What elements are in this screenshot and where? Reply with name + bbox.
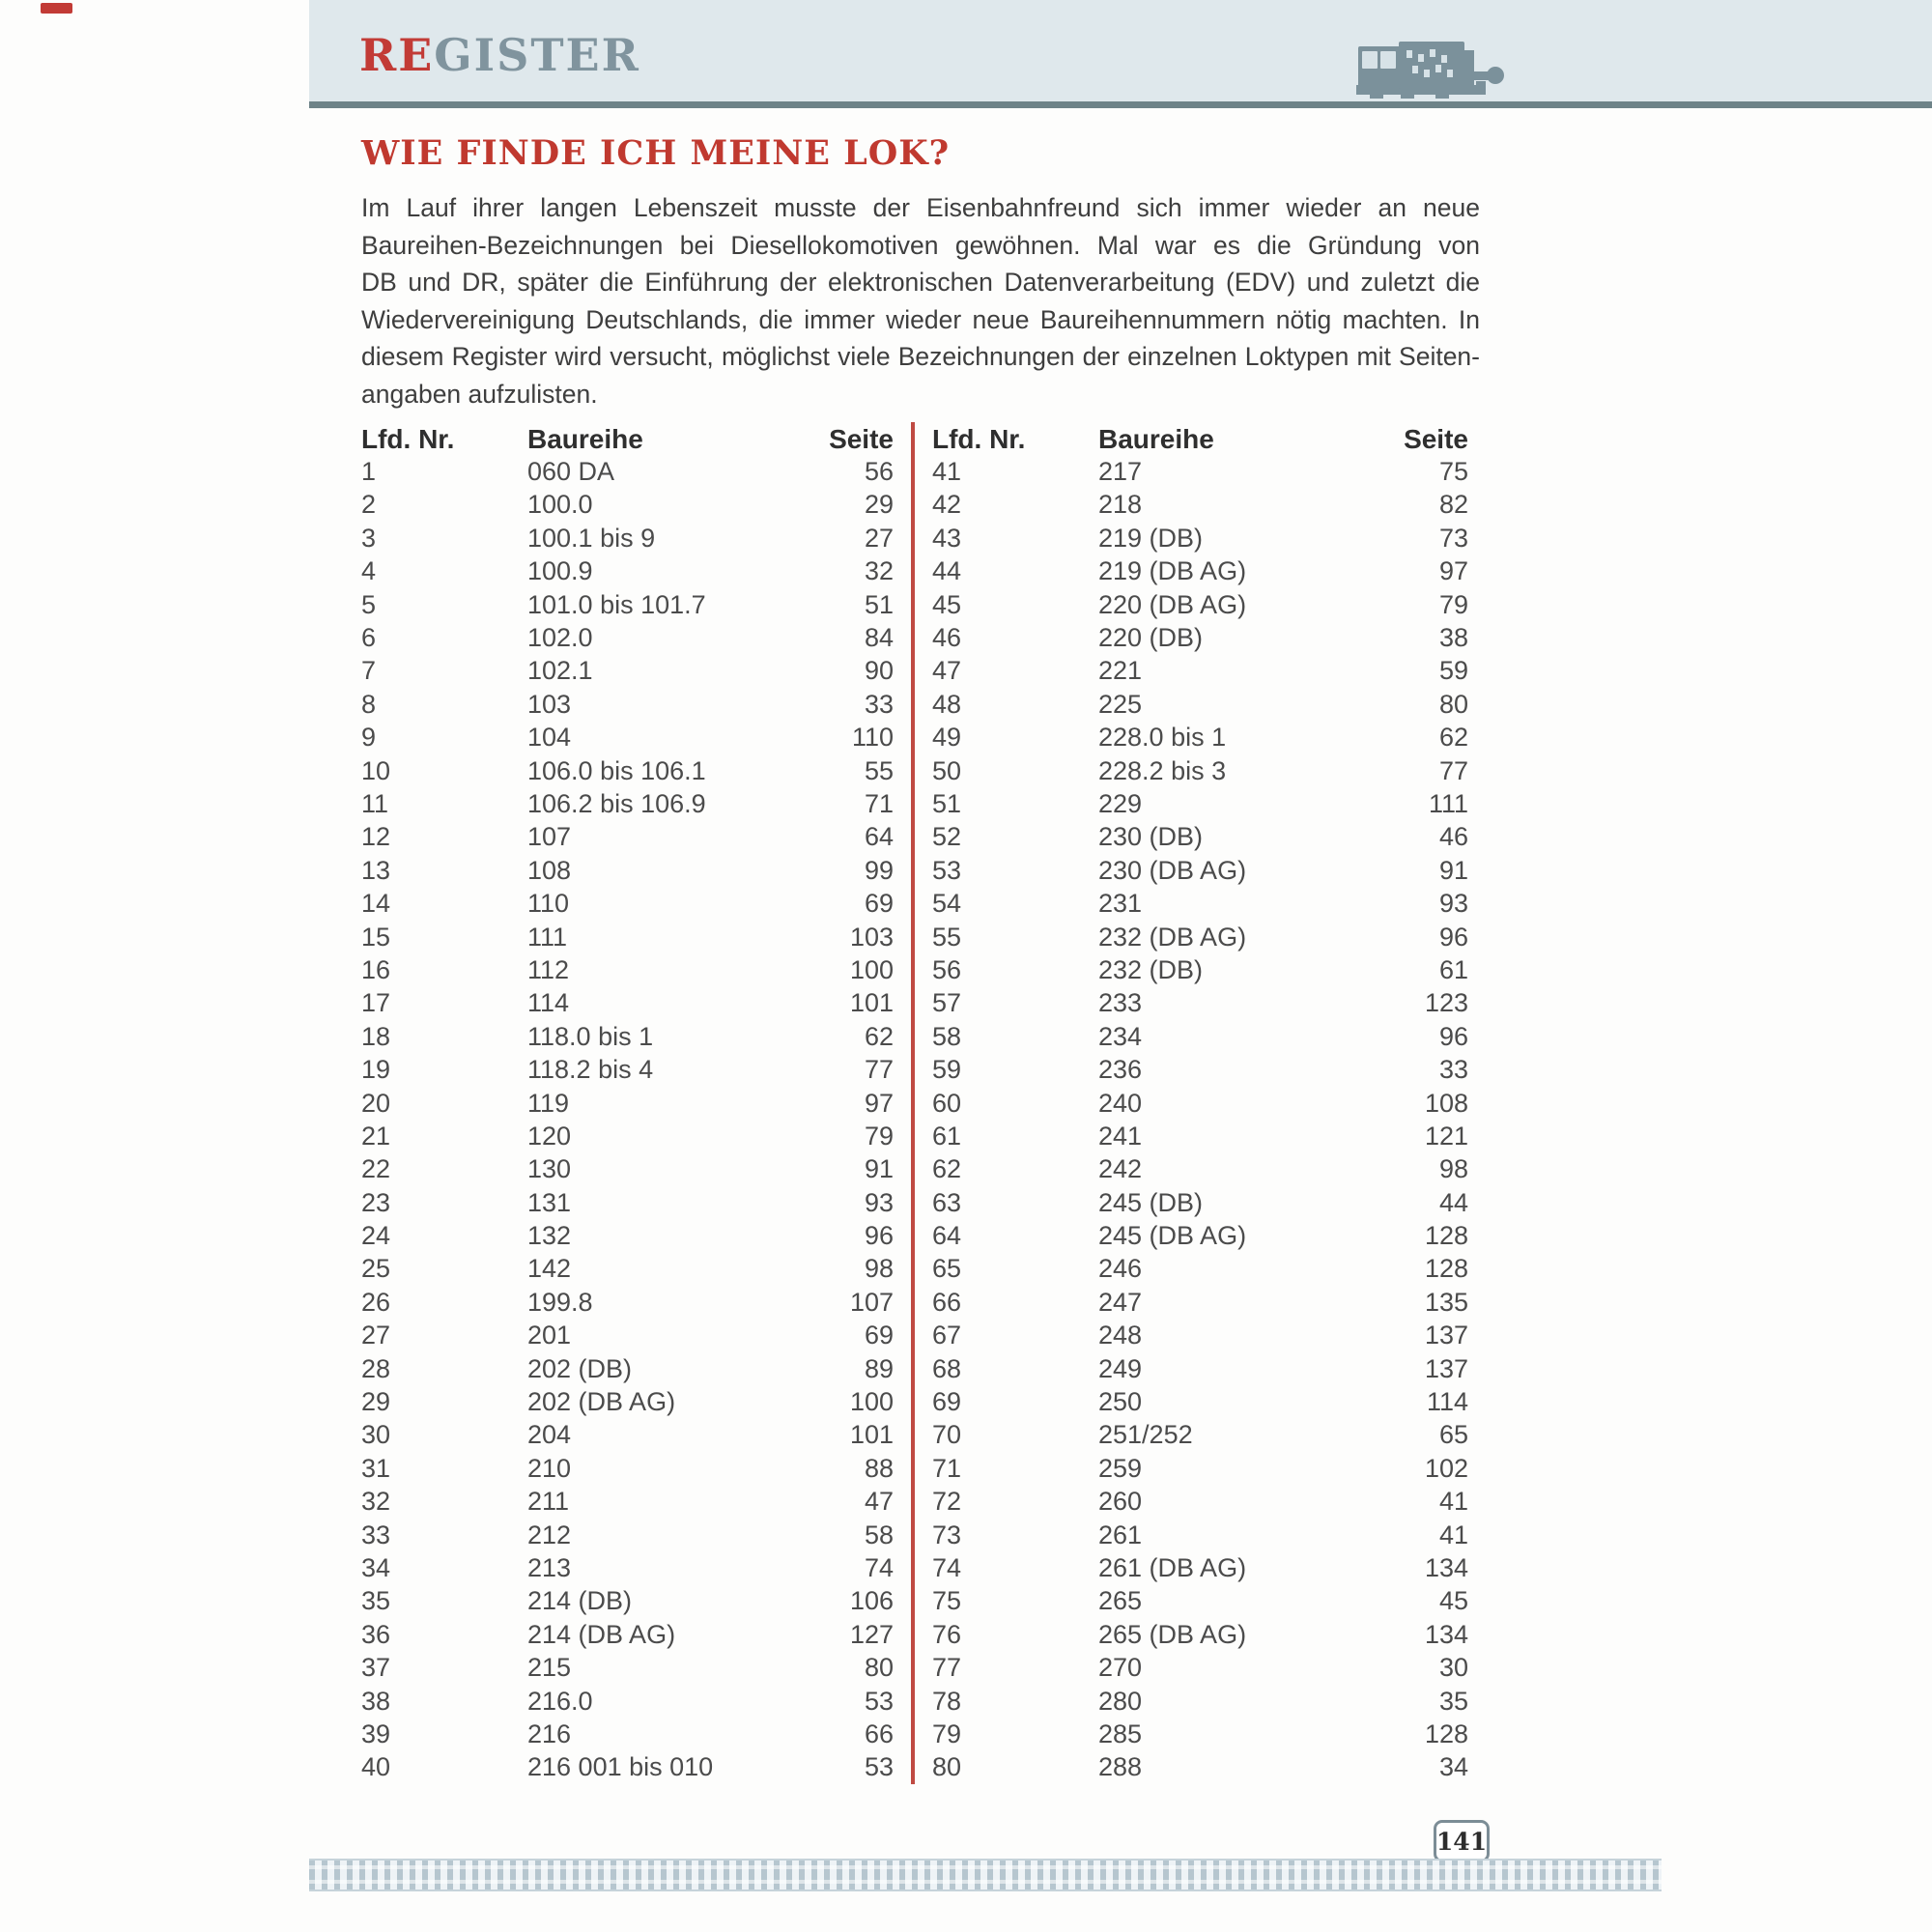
cell-lfd-nr: 59 <box>932 1055 962 1085</box>
cell-seite: 33 <box>864 689 894 719</box>
cell-lfd-nr: 77 <box>932 1653 962 1683</box>
cell-baureihe: 211 <box>527 1487 570 1517</box>
cell-lfd-nr: 40 <box>361 1752 391 1782</box>
cell-seite: 38 <box>1438 623 1468 653</box>
cell-baureihe: 259 <box>1098 1453 1143 1483</box>
cell-baureihe: 118.0 bis 1 <box>527 1021 654 1051</box>
cell-lfd-nr: 36 <box>361 1619 391 1649</box>
cell-seite: 62 <box>864 1021 894 1051</box>
cell-seite: 46 <box>1438 822 1468 852</box>
cell-baureihe: 204 <box>527 1420 572 1450</box>
cell-seite: 90 <box>864 656 894 686</box>
locomotive-icon <box>1350 33 1515 104</box>
cell-lfd-nr: 49 <box>932 723 962 753</box>
cell-baureihe: 221 <box>1098 656 1143 686</box>
cell-lfd-nr: 30 <box>361 1420 391 1450</box>
cell-baureihe: 240 <box>1098 1088 1143 1118</box>
cell-seite: 32 <box>864 556 894 586</box>
cell-seite: 69 <box>864 1321 894 1350</box>
cell-baureihe: 229 <box>1098 788 1143 818</box>
cell-lfd-nr: 8 <box>361 689 377 719</box>
cell-baureihe: 131 <box>527 1187 572 1217</box>
cell-lfd-nr: 80 <box>932 1752 962 1782</box>
cell-seite: 127 <box>849 1619 894 1649</box>
cell-baureihe: 107 <box>527 822 572 852</box>
cell-baureihe: 202 (DB) <box>527 1353 633 1383</box>
cell-lfd-nr: 28 <box>361 1353 391 1383</box>
cell-seite: 111 <box>1428 788 1468 818</box>
cell-baureihe: 103 <box>527 689 572 719</box>
cell-baureihe: 280 <box>1098 1686 1143 1716</box>
cell-seite: 75 <box>1438 457 1468 487</box>
cell-seite: 69 <box>864 889 894 919</box>
print-mark <box>41 3 72 14</box>
cell-baureihe: 232 (DB AG) <box>1098 922 1247 952</box>
cell-baureihe: 199.8 <box>527 1287 593 1317</box>
cell-seite: 97 <box>1438 556 1468 586</box>
register-logo <box>359 29 640 81</box>
cell-lfd-nr: 73 <box>932 1520 962 1549</box>
column-divider <box>911 422 915 1784</box>
cell-baureihe: 250 <box>1098 1387 1143 1417</box>
cell-lfd-nr: 27 <box>361 1321 391 1350</box>
cell-lfd-nr: 72 <box>932 1487 962 1517</box>
cell-seite: 91 <box>1438 855 1468 885</box>
cell-lfd-nr: 58 <box>932 1021 962 1051</box>
cell-lfd-nr: 26 <box>361 1287 391 1317</box>
cell-baureihe: 285 <box>1098 1719 1143 1748</box>
cell-seite: 27 <box>864 523 894 553</box>
cell-seite: 33 <box>1438 1055 1468 1085</box>
cell-lfd-nr: 60 <box>932 1088 962 1118</box>
cell-baureihe: 220 (DB) <box>1098 623 1204 653</box>
cell-lfd-nr: 78 <box>932 1686 962 1716</box>
cell-lfd-nr: 21 <box>361 1121 391 1151</box>
table-left-block <box>361 422 894 1784</box>
cell-baureihe: 114 <box>527 988 570 1018</box>
cell-seite: 96 <box>1438 1021 1468 1051</box>
cell-baureihe: 060 DA <box>527 457 615 487</box>
cell-lfd-nr: 76 <box>932 1619 962 1649</box>
cell-baureihe: 245 (DB) <box>1098 1187 1204 1217</box>
cell-lfd-nr: 46 <box>932 623 962 653</box>
cell-baureihe: 247 <box>1098 1287 1143 1317</box>
cell-lfd-nr: 63 <box>932 1187 962 1217</box>
cell-seite: 30 <box>1438 1653 1468 1683</box>
cell-seite: 101 <box>849 1420 894 1450</box>
cell-lfd-nr: 22 <box>361 1154 391 1184</box>
cell-baureihe: 261 (DB AG) <box>1098 1552 1247 1582</box>
cell-seite: 35 <box>1438 1686 1468 1716</box>
cell-baureihe: 232 (DB) <box>1098 954 1204 984</box>
cell-seite: 62 <box>1438 723 1468 753</box>
cell-lfd-nr: 5 <box>361 589 377 619</box>
cell-lfd-nr: 65 <box>932 1254 962 1284</box>
cell-seite: 65 <box>1438 1420 1468 1450</box>
cell-baureihe: 265 (DB AG) <box>1098 1619 1247 1649</box>
cell-baureihe: 249 <box>1098 1353 1143 1383</box>
cell-seite: 79 <box>1438 589 1468 619</box>
cell-seite: 135 <box>1424 1287 1468 1317</box>
cell-lfd-nr: 12 <box>361 822 391 852</box>
cell-seite: 114 <box>1426 1387 1468 1417</box>
cell-baureihe: 248 <box>1098 1321 1143 1350</box>
cell-seite: 71 <box>864 788 894 818</box>
cell-baureihe: 202 (DB AG) <box>527 1387 676 1417</box>
cell-lfd-nr: 79 <box>932 1719 962 1748</box>
cell-lfd-nr: 69 <box>932 1387 962 1417</box>
intro-line: Im Lauf ihrer langen Lebenszeit musste der Eisenbahnfreund sich immer wieder an neue <box>361 193 1480 222</box>
table-right-block <box>932 422 1468 1784</box>
cell-seite: 58 <box>864 1520 894 1549</box>
cell-lfd-nr: 19 <box>361 1055 391 1085</box>
cell-lfd-nr: 37 <box>361 1653 391 1683</box>
cell-baureihe: 132 <box>527 1221 572 1251</box>
cell-baureihe: 100.9 <box>527 556 593 586</box>
cell-lfd-nr: 53 <box>932 855 962 885</box>
cell-lfd-nr: 52 <box>932 822 962 852</box>
cell-baureihe: 212 <box>527 1520 572 1549</box>
intro-line: Wiedervereinigung Deutschlands, die immer wieder neue Baureihennummern nötig machten. In <box>361 304 1480 334</box>
cell-seite: 56 <box>864 457 894 487</box>
intro-line: diesem Register wird versucht, möglichst viele Bezeichnungen der einzelnen Loktypen mit Seiten- <box>361 342 1480 372</box>
cell-lfd-nr: 66 <box>932 1287 962 1317</box>
cell-seite: 64 <box>864 822 894 852</box>
cell-lfd-nr: 62 <box>932 1154 962 1184</box>
column-header-lfd-nr: Lfd. Nr. <box>361 424 455 454</box>
cell-lfd-nr: 10 <box>361 755 391 785</box>
cell-lfd-nr: 56 <box>932 954 962 984</box>
cell-baureihe: 236 <box>1098 1055 1143 1085</box>
cell-seite: 55 <box>864 755 894 785</box>
cell-lfd-nr: 74 <box>932 1552 962 1582</box>
cell-seite: 100 <box>849 1387 894 1417</box>
cell-lfd-nr: 1 <box>361 457 377 487</box>
cell-seite: 88 <box>864 1453 894 1483</box>
cell-seite: 59 <box>1438 656 1468 686</box>
cell-baureihe: 218 <box>1098 490 1143 520</box>
cell-seite: 44 <box>1438 1187 1468 1217</box>
cell-lfd-nr: 35 <box>361 1586 391 1616</box>
article-title: WIE FINDE ICH MEINE LOK? <box>361 133 951 173</box>
cell-seite: 107 <box>849 1287 894 1317</box>
cell-lfd-nr: 7 <box>361 656 377 686</box>
cell-seite: 100 <box>849 954 894 984</box>
cell-baureihe: 106.0 bis 106.1 <box>527 755 706 785</box>
cell-lfd-nr: 16 <box>361 954 391 984</box>
cell-seite: 41 <box>1438 1520 1468 1549</box>
cell-seite: 134 <box>1424 1552 1468 1582</box>
cell-lfd-nr: 43 <box>932 523 962 553</box>
cell-baureihe: 216.0 <box>527 1686 593 1716</box>
cell-seite: 137 <box>1424 1353 1468 1383</box>
cell-lfd-nr: 18 <box>361 1021 391 1051</box>
cell-baureihe: 231 <box>1098 889 1143 919</box>
railway-track-graphic <box>309 1859 1662 1891</box>
cell-baureihe: 119 <box>527 1088 570 1118</box>
cell-lfd-nr: 75 <box>932 1586 962 1616</box>
cell-lfd-nr: 34 <box>361 1552 391 1582</box>
page-number-badge: 141 <box>1434 1820 1490 1862</box>
cell-seite: 128 <box>1424 1221 1468 1251</box>
cell-baureihe: 245 (DB AG) <box>1098 1221 1247 1251</box>
cell-lfd-nr: 45 <box>932 589 962 619</box>
cell-lfd-nr: 33 <box>361 1520 391 1549</box>
cell-baureihe: 104 <box>527 723 572 753</box>
cell-baureihe: 220 (DB AG) <box>1098 589 1247 619</box>
cell-lfd-nr: 61 <box>932 1121 962 1151</box>
cell-seite: 99 <box>864 855 894 885</box>
cell-lfd-nr: 57 <box>932 988 962 1018</box>
cell-lfd-nr: 3 <box>361 523 377 553</box>
cell-baureihe: 120 <box>527 1121 572 1151</box>
cell-seite: 45 <box>1438 1586 1468 1616</box>
cell-lfd-nr: 70 <box>932 1420 962 1450</box>
cell-lfd-nr: 54 <box>932 889 962 919</box>
cell-seite: 103 <box>849 922 894 952</box>
cell-lfd-nr: 15 <box>361 922 391 952</box>
cell-baureihe: 233 <box>1098 988 1143 1018</box>
column-header-seite: Seite <box>1404 424 1468 454</box>
cell-lfd-nr: 51 <box>932 788 962 818</box>
cell-seite: 80 <box>1438 689 1468 719</box>
cell-baureihe: 102.1 <box>527 656 593 686</box>
cell-baureihe: 102.0 <box>527 623 593 653</box>
cell-seite: 134 <box>1424 1619 1468 1649</box>
cell-lfd-nr: 4 <box>361 556 377 586</box>
cell-lfd-nr: 41 <box>932 457 962 487</box>
cell-seite: 41 <box>1438 1487 1468 1517</box>
cell-seite: 110 <box>851 723 894 753</box>
column-header-baureihe: Baureihe <box>1098 424 1214 454</box>
cell-lfd-nr: 67 <box>932 1321 962 1350</box>
cell-seite: 91 <box>864 1154 894 1184</box>
cell-lfd-nr: 20 <box>361 1088 391 1118</box>
cell-lfd-nr: 2 <box>361 490 377 520</box>
cell-lfd-nr: 29 <box>361 1387 391 1417</box>
cell-seite: 96 <box>864 1221 894 1251</box>
cell-seite: 53 <box>864 1686 894 1716</box>
column-header-baureihe: Baureihe <box>527 424 643 454</box>
cell-seite: 47 <box>864 1487 894 1517</box>
cell-baureihe: 246 <box>1098 1254 1143 1284</box>
cell-baureihe: 241 <box>1098 1121 1143 1151</box>
cell-seite: 123 <box>1424 988 1468 1018</box>
cell-baureihe: 118.2 bis 4 <box>527 1055 654 1085</box>
cell-seite: 108 <box>1424 1088 1468 1118</box>
cell-baureihe: 213 <box>527 1552 572 1582</box>
cell-baureihe: 242 <box>1098 1154 1143 1184</box>
cell-baureihe: 265 <box>1098 1586 1143 1616</box>
cell-lfd-nr: 6 <box>361 623 377 653</box>
cell-baureihe: 110 <box>527 889 570 919</box>
cell-lfd-nr: 64 <box>932 1221 962 1251</box>
cell-baureihe: 234 <box>1098 1021 1143 1051</box>
cell-baureihe: 210 <box>527 1453 572 1483</box>
cell-seite: 61 <box>1438 954 1468 984</box>
cell-baureihe: 214 (DB AG) <box>527 1619 676 1649</box>
register-logo-rest: GISTER <box>434 29 640 81</box>
cell-seite: 77 <box>1438 755 1468 785</box>
cell-baureihe: 288 <box>1098 1752 1143 1782</box>
cell-seite: 53 <box>864 1752 894 1782</box>
cell-baureihe: 225 <box>1098 689 1143 719</box>
cell-seite: 84 <box>864 623 894 653</box>
cell-lfd-nr: 17 <box>361 988 391 1018</box>
cell-baureihe: 261 <box>1098 1520 1143 1549</box>
intro-line: angaben aufzulisten. <box>361 379 598 409</box>
cell-lfd-nr: 42 <box>932 490 962 520</box>
cell-baureihe: 251/252 <box>1098 1420 1193 1450</box>
cell-baureihe: 219 (DB AG) <box>1098 556 1247 586</box>
cell-seite: 89 <box>864 1353 894 1383</box>
cell-lfd-nr: 32 <box>361 1487 391 1517</box>
cell-baureihe: 260 <box>1098 1487 1143 1517</box>
cell-baureihe: 228.0 bis 1 <box>1098 723 1227 753</box>
cell-seite: 121 <box>1424 1121 1468 1151</box>
cell-lfd-nr: 14 <box>361 889 391 919</box>
cell-seite: 66 <box>864 1719 894 1748</box>
intro-paragraph <box>361 189 1480 413</box>
cell-baureihe: 100.1 bis 9 <box>527 523 656 553</box>
cell-lfd-nr: 11 <box>361 788 389 818</box>
cell-baureihe: 216 <box>527 1719 572 1748</box>
cell-baureihe: 111 <box>527 922 568 952</box>
cell-seite: 128 <box>1424 1254 1468 1284</box>
register-table <box>361 422 1472 1784</box>
cell-baureihe: 130 <box>527 1154 572 1184</box>
cell-seite: 98 <box>864 1254 894 1284</box>
cell-lfd-nr: 48 <box>932 689 962 719</box>
cell-seite: 80 <box>864 1653 894 1683</box>
cell-baureihe: 106.2 bis 106.9 <box>527 788 706 818</box>
column-header-lfd-nr: Lfd. Nr. <box>932 424 1026 454</box>
cell-seite: 82 <box>1438 490 1468 520</box>
cell-baureihe: 228.2 bis 3 <box>1098 755 1227 785</box>
cell-lfd-nr: 68 <box>932 1353 962 1383</box>
cell-seite: 29 <box>864 490 894 520</box>
cell-lfd-nr: 47 <box>932 656 962 686</box>
cell-baureihe: 112 <box>527 954 570 984</box>
cell-baureihe: 214 (DB) <box>527 1586 633 1616</box>
cell-baureihe: 270 <box>1098 1653 1143 1683</box>
intro-line: DB und DR, später die Einführung der elektronischen Datenverarbeitung (EDV) und zuletzt die <box>361 268 1480 298</box>
register-logo-highlight: RE <box>359 29 435 81</box>
cell-lfd-nr: 13 <box>361 855 391 885</box>
cell-lfd-nr: 39 <box>361 1719 391 1748</box>
cell-lfd-nr: 23 <box>361 1187 391 1217</box>
cell-lfd-nr: 25 <box>361 1254 391 1284</box>
cell-lfd-nr: 24 <box>361 1221 391 1251</box>
cell-seite: 102 <box>1424 1453 1468 1483</box>
cell-lfd-nr: 44 <box>932 556 962 586</box>
cell-baureihe: 217 <box>1098 457 1143 487</box>
cell-baureihe: 215 <box>527 1653 572 1683</box>
cell-seite: 51 <box>864 589 894 619</box>
cell-baureihe: 142 <box>527 1254 572 1284</box>
cell-lfd-nr: 9 <box>361 723 377 753</box>
cell-seite: 93 <box>1438 889 1468 919</box>
cell-seite: 74 <box>864 1552 894 1582</box>
cell-seite: 98 <box>1438 1154 1468 1184</box>
cell-lfd-nr: 50 <box>932 755 962 785</box>
cell-lfd-nr: 55 <box>932 922 962 952</box>
cell-baureihe: 101.0 bis 101.7 <box>527 589 706 619</box>
cell-seite: 97 <box>864 1088 894 1118</box>
cell-baureihe: 201 <box>527 1321 572 1350</box>
cell-lfd-nr: 38 <box>361 1686 391 1716</box>
cell-seite: 77 <box>864 1055 894 1085</box>
cell-baureihe: 100.0 <box>527 490 593 520</box>
cell-seite: 106 <box>849 1586 894 1616</box>
cell-baureihe: 216 001 bis 010 <box>527 1752 714 1782</box>
intro-line: Baureihen-Bezeichnungen bei Diesellokomotiven gewöhnen. Mal war es die Gründung von <box>361 230 1480 260</box>
cell-seite: 93 <box>864 1187 894 1217</box>
cell-lfd-nr: 31 <box>361 1453 391 1483</box>
cell-seite: 34 <box>1438 1752 1468 1782</box>
cell-seite: 101 <box>849 988 894 1018</box>
cell-baureihe: 230 (DB) <box>1098 822 1204 852</box>
cell-seite: 79 <box>864 1121 894 1151</box>
cell-baureihe: 219 (DB) <box>1098 523 1204 553</box>
cell-seite: 128 <box>1424 1719 1468 1748</box>
cell-lfd-nr: 71 <box>932 1453 962 1483</box>
cell-seite: 96 <box>1438 922 1468 952</box>
cell-seite: 73 <box>1438 523 1468 553</box>
cell-baureihe: 230 (DB AG) <box>1098 855 1247 885</box>
cell-baureihe: 108 <box>527 855 572 885</box>
column-header-seite: Seite <box>829 424 894 454</box>
cell-seite: 137 <box>1424 1321 1468 1350</box>
